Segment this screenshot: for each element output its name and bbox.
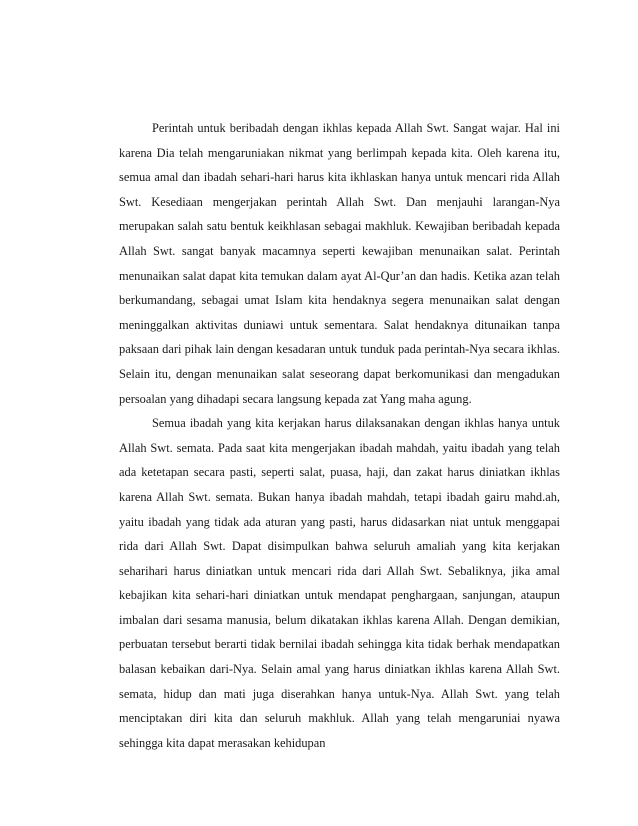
paragraph-1: Perintah untuk beribadah dengan ikhlas kepada Allah Swt. Sangat wajar. Hal ini karena Dia telah mengaruniakan nikmat yang berlimpah kepada kita. Oleh karena itu, semua amal dan ibadah sehari-hari harus kita ikhlaskan hanya untuk mencari rida Allah Swt. Kesediaan mengerjakan perintah Allah Swt. Dan menjauhi larangan-Nya merupakan salah satu bentuk keikhlasan sebagai makhluk. Kewajiban beribadah kepada Allah Swt. sangat banyak macamnya seperti kewajiban menunaikan salat. Perintah menunaikan salat dapat kita temukan dalam ayat Al-Qur’an dan hadis. Ketika azan telah berkumandang, sebagai umat Islam kita hendaknya segera menunaikan salat dengan meninggalkan aktivitas duniawi untuk sementara. Salat hendaknya ditunaikan tanpa paksaan dari pihak lain dengan kesadaran untuk tunduk pada perintah-Nya secara ikhlas. Selain itu, dengan menunaikan salat seseorang dapat berkomunikasi dan mengadukan persoalan yang dihadapi secara langsung kepada zat Yang maha agung.: [119, 121, 560, 406]
paragraph-2: Semua ibadah yang kita kerjakan harus dilaksanakan dengan ikhlas hanya untuk Allah Swt. semata. Pada saat kita mengerjakan ibadah mahdah, yaitu ibadah yang telah ada ketetapan secara pasti, seperti salat, puasa, haji, dan zakat harus diniatkan ikhlas karena Allah Swt. semata. Bukan hanya ibadah mahdah, tetapi ibadah gairu mahd.ah, yaitu ibadah yang tidak ada aturan yang pasti, harus didasarkan niat untuk menggapai rida dari Allah Swt. Dapat disimpulkan bahwa seluruh amaliah yang kita kerjakan seharihari harus diniatkan untuk mencari rida dari Allah Swt. Sebaliknya, jika amal kebajikan kita sehari-hari diniatkan untuk mendapat penghargaan, sanjungan, ataupun imbalan dari sesama manusia, belum dikatakan ikhlas karena Allah. Dengan demikian, perbuatan tersebut berarti tidak bernilai ibadah sehingga kita tidak berhak mendapatkan balasan kebaikan dari-Nya. Selain amal yang harus diniatkan ikhlas karena Allah Swt. semata, hidup dan mati juga diserahkan hanya untuk-Nya. Allah Swt. yang telah menciptakan diri kita dan seluruh makhluk. Allah yang telah mengaruniai nyawa sehingga kita dapat merasakan kehidupan: [119, 416, 560, 750]
document-body: [119, 116, 560, 755]
